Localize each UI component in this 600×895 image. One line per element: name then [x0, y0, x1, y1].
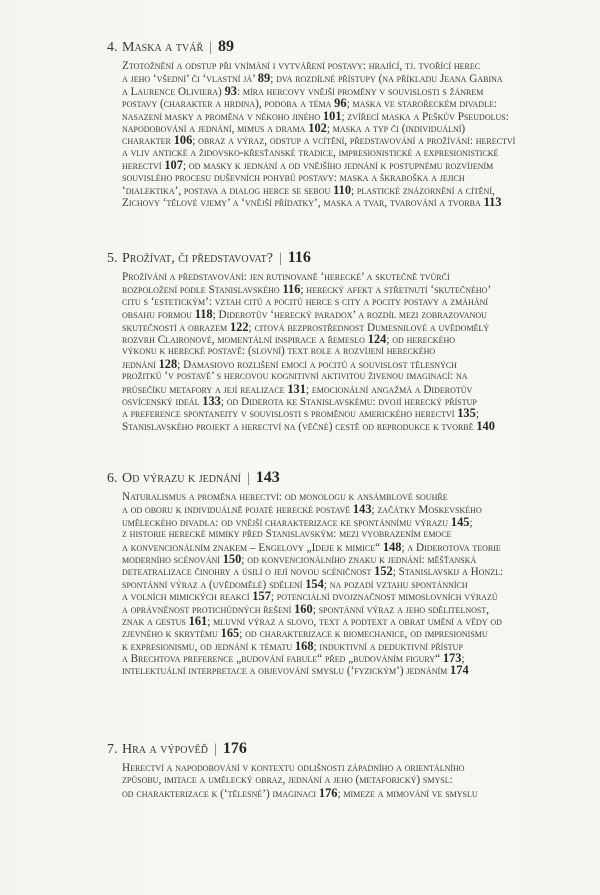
chapter-title: Od výrazu k jednání [122, 471, 241, 486]
summary-text: zjevného k skrytému [122, 628, 221, 641]
chapter-summary [107, 762, 587, 799]
summary-text: herectví [122, 160, 165, 173]
page-reference: 113 [483, 195, 502, 210]
summary-text: ; zvířecí maska a Peškův Pseudolus: [341, 110, 509, 123]
page-reference: 133 [202, 393, 221, 408]
summary-text: citu s ‘estetickým’: vztah citů a pocitů herce s city a pocity postavy a zmáhání [122, 295, 489, 308]
chapter-heading [107, 468, 587, 488]
toc-section-5 [107, 248, 587, 432]
summary-line [122, 283, 587, 295]
chapter-number: 7. [107, 742, 118, 757]
page-reference: 140 [476, 418, 495, 433]
summary-line [122, 640, 587, 652]
toc-section-6 [107, 468, 587, 677]
page-reference: 118 [194, 307, 213, 322]
summary-text: a vliv antické a židovsko-křesťanské tradice, impresionistické a expresionistické [122, 146, 499, 159]
summary-line [122, 590, 587, 602]
separator: | [214, 742, 217, 757]
page-reference: 131 [287, 381, 306, 396]
summary-text: uměleckého divadla: od vnější charakterizace ke spontánnímu výrazu [122, 516, 451, 529]
summary-text: Prožívání a představování: jen rutinovaně ‘herecké’ a skutečně tvůrčí [122, 271, 450, 283]
summary-text: a Laurence Oliviera) [122, 85, 225, 98]
summary-line [122, 664, 587, 676]
chapter-summary [107, 491, 587, 677]
page-reference: 148 [382, 539, 402, 554]
summary-text: Naturalismus a proměna herectví: od monologu k ansámblové souhře [122, 491, 448, 503]
page-reference: 101 [322, 108, 342, 123]
summary-text: z historie herecké mimiky před Stanislavským: mezi vyobrazením emoce [122, 528, 452, 541]
summary-text: a od oboru k individuálně pojaté herecké postavě [122, 504, 353, 517]
chapter-number: 6. [107, 471, 118, 486]
summary-line [122, 420, 587, 432]
summary-text: spontánní výraz a (uvědomělé) sdělení [122, 578, 306, 591]
page-reference: 96 [334, 96, 347, 111]
summary-text: od charakterizace k (‘tělesné’) imaginaci [122, 787, 319, 800]
summary-text: postavy (charakter a hrdina), podoba a téma [122, 98, 335, 111]
summary-text: charakter [122, 135, 174, 148]
summary-text: ; potenciální dvojznačnost mimoslovních výrazů [270, 591, 498, 604]
summary-line [122, 553, 587, 565]
chapter-page-number: 176 [222, 740, 247, 757]
summary-line [122, 615, 587, 627]
summary-line [122, 541, 587, 553]
summary-text: a oprávněnost protichůdných řešení [122, 603, 295, 616]
page-reference: 128 [158, 356, 178, 371]
summary-line [122, 787, 587, 799]
summary-text: moderního scénování [122, 553, 223, 566]
separator: | [278, 251, 282, 266]
summary-text: ; a Diderotova teorie [401, 541, 501, 554]
page-reference: 150 [222, 551, 242, 566]
summary-text: ; obraz a výraz, odstup a vcítění, představování a prožívání: herectví [192, 135, 516, 148]
page-reference: 93 [224, 83, 237, 98]
toc-section-4 [107, 37, 587, 209]
page-reference: 143 [352, 502, 372, 517]
summary-text: ; citová bezprostřednost Dumesnilové a uvědomělý [248, 321, 490, 334]
summary-text: Herectví a napodobování v kontextu odlišnosti západního a orientálního [122, 762, 465, 774]
summary-text: a preference spontaneity v souvislosti s proměnou amerického herectví [122, 408, 458, 421]
separator: | [209, 40, 212, 55]
summary-text: ; na pozadí vztahu spontánních [323, 578, 468, 591]
chapter-number: 4. [107, 40, 118, 55]
summary-line [122, 110, 587, 122]
page-reference: 116 [282, 282, 301, 297]
summary-text: ; od konvencionálního znaku k jednání: měšťanská [241, 553, 477, 566]
summary-line [122, 333, 587, 345]
page-reference: 135 [457, 406, 476, 421]
summary-text: ; dva rozdílné přístupy (na příkladu Jeana Gabina [270, 73, 503, 86]
page-reference: 124 [367, 331, 387, 346]
summary-text: ; maska a typ či (individuální) [326, 122, 466, 135]
summary-line [122, 321, 587, 333]
summary-text: ; plastické znázornění a cítění, [351, 184, 495, 197]
summary-line [122, 271, 587, 283]
summary-line [122, 516, 587, 528]
summary-line [122, 308, 587, 320]
summary-line [122, 358, 587, 370]
summary-text: znak a gestus [122, 615, 189, 628]
page-reference: 152 [374, 564, 393, 579]
summary-line [122, 159, 587, 171]
summary-text: ; Stanislavskij a Honzl: [392, 566, 504, 579]
summary-line [122, 652, 587, 664]
summary-text: ; induktivní a deduktivní přístup [313, 640, 463, 653]
summary-text: k expresionismu, od jednání k tématu [122, 640, 295, 653]
chapter-heading [107, 37, 587, 57]
summary-text: souvislého procesu duševních pohybů postavy: maska a škraboška a jejich [122, 171, 465, 184]
summary-line [122, 762, 587, 774]
page-reference: 145 [450, 514, 470, 529]
summary-text: deteatralizace činohry a úsilí o její novou scéničnost [122, 566, 375, 579]
summary-line [122, 395, 587, 407]
page-reference: 173 [442, 651, 462, 666]
page-reference: 157 [252, 589, 271, 604]
page-reference: 168 [294, 638, 314, 653]
chapter-title: Maska a tvář [122, 40, 204, 55]
summary-line [122, 134, 587, 146]
page-reference: 174 [450, 663, 469, 678]
summary-line [122, 578, 587, 590]
summary-text: napodobování a jednání, mimus a drama [122, 122, 309, 135]
summary-text: ; Diderotův ‘herecký paradox’ a rozdíl mezi zobrazovanou [212, 309, 487, 322]
summary-text: Zichovy ‘tělové vjemy’ a ‘vnější přídatky’, maska a tvar, tvarování a tvorba [122, 197, 484, 210]
summary-text: ; maska ve starořeckém divadle: [346, 98, 497, 111]
summary-text: ; od hereckého [386, 333, 456, 346]
page-reference: 122 [229, 319, 249, 334]
summary-text: ; spontánní výraz a jeho sdělitelnost, [312, 603, 490, 616]
summary-text: rozvrh Claironové, momentální inspirace a řemeslo [122, 333, 368, 346]
summary-text: : míra hercovy vnější proměny v souvislosti s žánrem [236, 85, 484, 98]
summary-text: rozpoložení podle Stanislavského [122, 284, 283, 297]
summary-line [122, 345, 587, 357]
chapter-title: Prožívat, či představovat? [122, 251, 273, 266]
page-reference: 107 [164, 158, 183, 173]
chapter-page-number: 116 [287, 249, 311, 266]
summary-text: ; [475, 408, 479, 421]
summary-line [122, 147, 587, 159]
chapter-summary [107, 271, 587, 432]
summary-text: osvícenský ideál [122, 395, 203, 408]
summary-line [122, 370, 587, 382]
toc-section-7 [107, 739, 587, 799]
summary-text: Ztotožnění a odstup při vnímání i vytváření postavy: hrající, tj. tvořící herec [122, 60, 481, 72]
chapter-page-number: 89 [217, 38, 234, 55]
page-reference: 160 [294, 601, 313, 616]
summary-line [122, 85, 587, 97]
chapter-summary [107, 60, 587, 209]
summary-text: nasazení masky a proměna v někoho jiného [122, 110, 323, 123]
summary-text: ; [461, 653, 465, 666]
summary-line [122, 774, 587, 786]
page-reference: 110 [333, 182, 352, 197]
summary-text: ; začátky Moskevského [371, 504, 482, 517]
summary-text: intelektuální interpretace a objevování smyslu (‘fyzickým’) jednáním [122, 665, 451, 678]
chapter-title: Hra a výpověď [122, 742, 209, 757]
summary-text: prožitků ‘v postavě’ s hercovou kognitivní aktivitou živenou imaginací: na [122, 370, 468, 383]
summary-line [122, 407, 587, 419]
summary-line [122, 72, 587, 84]
page-reference: 176 [318, 785, 338, 800]
summary-text: a volních mimických reakcí [122, 591, 253, 604]
summary-text: způsobu, imitace a umělecký obraz, jednání a jeho (metaforický) smysl: [122, 774, 453, 787]
page-reference: 106 [173, 133, 193, 148]
summary-line [122, 196, 587, 208]
summary-line [122, 296, 587, 308]
summary-line [122, 60, 587, 72]
chapter-number: 5. [107, 251, 118, 266]
summary-text: ; mimeze a mimování ve smyslu [337, 787, 478, 800]
summary-line [122, 172, 587, 184]
summary-line [122, 528, 587, 540]
summary-line [122, 97, 587, 109]
summary-text: ; [469, 516, 473, 529]
chapter-heading [107, 248, 587, 268]
summary-line [122, 565, 587, 577]
summary-text: a Brechtova preference „budování fabule“ před „budováním figury“ [122, 653, 443, 666]
summary-text: ‘dialektika’, postava a dialog herce se sebou [122, 184, 334, 197]
chapter-heading [107, 739, 587, 759]
page-reference: 161 [188, 613, 208, 628]
summary-line [122, 503, 587, 515]
summary-text: ; od charakterizace k biomechanice, od impresionismu [239, 628, 488, 641]
summary-text: průsečíku metafory a její realizace [122, 383, 288, 396]
page-reference: 89 [257, 71, 271, 86]
summary-text: ; emocionální angažmá a Diderotův [305, 383, 473, 396]
chapter-page-number: 143 [255, 469, 280, 486]
summary-text: a konvencionálním znakem – Engelovy „Ideje k mimice“ [122, 541, 383, 554]
page-reference: 154 [305, 576, 324, 591]
separator: | [246, 471, 250, 486]
summary-text: ; od Diderota ke Stanislavskému: dvojí herecký přístup [220, 395, 477, 408]
summary-text: ; od masky k jednání a od vnějšího jednání k postupnému rozvíjením [182, 160, 494, 173]
summary-text: ; herecký afekt a střetnutí ‘skutečného’ [300, 284, 492, 297]
summary-line [122, 383, 587, 395]
summary-text: a jeho ‘všední’ či ‘vlastní já’ [122, 73, 258, 86]
summary-text: obsahu formou [122, 309, 195, 322]
summary-line [122, 184, 587, 196]
page-reference: 102 [308, 120, 327, 135]
summary-text: výkonu k herecké postavě: (slovní) text role a rozvíjení hereckého [122, 345, 436, 358]
summary-text: ; Damasiovo rozlišení emocí a pocitů a souvislost tělesných [177, 358, 457, 371]
page-reference: 165 [220, 626, 240, 641]
summary-text: ; mluvní výraz a slovo, text a podtext a obrat umění a vědy od [207, 615, 502, 628]
summary-text: skutečností a obrazem [122, 321, 230, 334]
summary-text: Stanislavského projekt a herectví na (věčné) cestě od reprodukce k tvorbě [122, 420, 477, 433]
summary-text: jednání [122, 358, 159, 371]
summary-line [122, 627, 587, 639]
